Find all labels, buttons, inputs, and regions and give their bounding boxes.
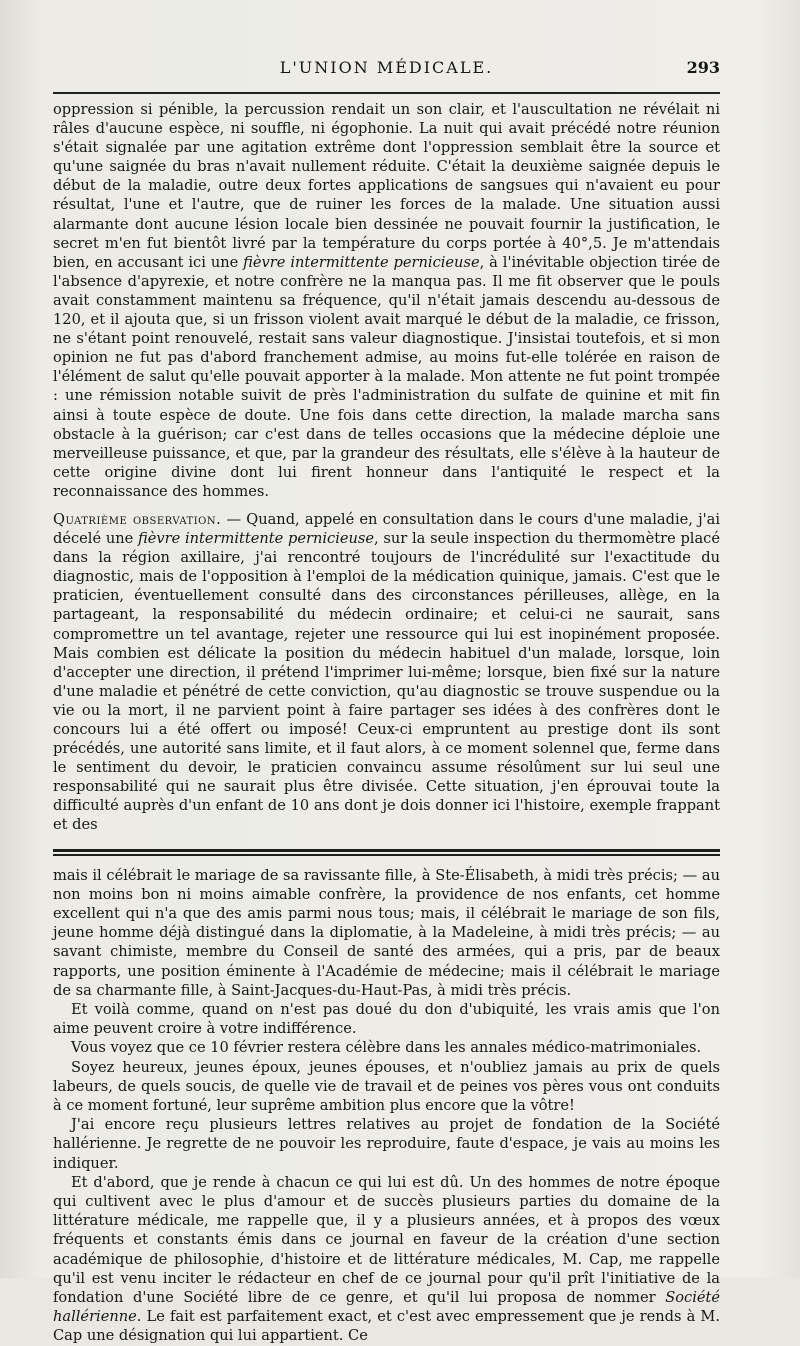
feuilleton-paragraph: Et voilà comme, quand on n'est pas doué du don d'ubiquité, les vrais amis que l'on aime peuvent croire à votre indifférence. xyxy=(53,1000,720,1038)
paragraph-text: Et d'abord, que je rende à chacun ce qui lui est dû. Un des hommes de notre époque qui cultivent avec le plus d'amour et de succès plusieurs parties du domaine de la littérature médicale, me rappelle que, il y a plusieurs années, et à propos des vœux fréquents et constants émis dans ce journal en faveur de la création d'une section académique de philosophie, d'histoire et de littérature médicales, M. Cap, me rappelle qu'il est venu inciter le rédacteur en chef de ce journal pour qu'il prît l'initiative de la fondation d'une Société libre de ce genre, et qu'il lui proposa de nommer xyxy=(53,1173,720,1307)
paragraph-text: oppression si pénible, la percussion rendait un son clair, et l'auscultation ne révélait ni râles d'aucune espèce, ni souffle, ni égophonie. La nuit qui avait précédé notre réunion s'était signalée par une agitation extrême dont l'oppression semblait être la source et qu'une saignée du bras n'avait nullement réduite. C'était la deuxième saignée depuis le début de la maladie, outre deux fortes applications de sangsues qui n'avaient eu pour résultat, l'une et l'autre, que de ruiner les forces de la malade. Une situation aussi alarmante dont aucune lésion locale bien dessinée ne pouvait fournir la justification, le secret m'en fut bientôt livré par la température du corps portée à 40°,5. Je m'attendais bien, en accusant ici une xyxy=(53,101,720,271)
paragraph-text: , sur la seule inspection du thermomètre placé dans la région axillaire, j'ai rencontré toujours de l'incrédulité sur l'exactitude du diagnostic, mais de l'opposition à l'emploi de la médication quinique, jamais. C'est que le praticien, éventuellement consulté dans des circonstances périlleuses, allège, en la partageant, la responsabilité du médecin ordinaire; et celui-ci ne saurait, sans compromettre un tel avantage, rejeter une ressource qui lui est inopinément proposée. Mais combien est délicate la position du médecin habituel d'un malade, lorsque, loin d'accepter une direction, il prétend l'imprimer lui-même; lorsque, bien fixé sur la nature d'une maladie et pénétré de cette conviction, qu'au diagnostic se trouve suspendue ou la vie ou la mort, il ne parvient point à faire partager ses idées à des confrères dont le concours lui a été offert ou imposé! Ceux-ci empruntent au prestige dont ils sont précédés, une autorité sans limite, et il faut alors, à ce moment solennel que, ferme dans le sentiment du devoir, le praticien convaincu assume résolûment sur lui seul une responsabilité qui ne saurait plus être divisée. Cette situation, j'en éprouvai toute la difficulté auprès d'un enfant de 10 ans dont je dois donner ici l'histoire, exemple frappant et des xyxy=(53,530,720,834)
article-paragraph xyxy=(53,100,720,501)
header-rule xyxy=(53,92,720,94)
feuilleton-paragraph xyxy=(53,1173,720,1346)
observation-heading: Quatrième observation. xyxy=(53,510,222,528)
feuilleton-paragraph: Soyez heureux, jeunes époux, jeunes épouses, et n'oubliez jamais au prix de quels labeurs, de quels soucis, de quelle vie de travail et de peines vos pères vous ont conduits à ce moment fortuné, leur suprême ambition plus encore que la vôtre! xyxy=(53,1058,720,1114)
paragraph-text: . Le fait est parfaitement exact, et c'est avec empressement que je rends à M. Cap une désignation qui lui appartient. Ce xyxy=(53,1308,720,1345)
feuilleton-paragraph: Vous voyez que ce 10 février restera célèbre dans les annales médico-matrimoniales. xyxy=(71,1039,702,1057)
italic-term: fièvre intermittente pernicieuse xyxy=(243,253,480,271)
feuilleton-paragraph: mais il célébrait le mariage de sa ravissante fille, à Ste-Élisabeth, à midi très précis; — au non moins bon ni moins aimable confrère, la providence de nos enfants, cet homme excellent qui n'a que des amis parmi nous tous; mais, il célébrait le mariage de son fils, jeune homme déjà distingué dans la diplomatie, à la Madeleine, à midi très précis; — au savant chimiste, membre du Conseil de santé des armées, qui a pris, par de beaux rapports, une position éminente à l'Académie de médecine; mais il célébrait le mariage de sa charmante fille, à Saint-Jacques-du-Haut-Pas, à midi très précis. xyxy=(53,866,720,999)
feuilleton-paragraph: J'ai encore reçu plusieurs lettres relatives au projet de fondation de la Société hallérienne. Je regrette de ne pouvoir les reproduire, faute d'espace, je vais au moins les indiquer. xyxy=(53,1116,720,1172)
paragraph-text: , à l'inévitable objection tirée de l'absence d'apyrexie, et notre confrère ne la manqua pas. Il me fit observer que le pouls avait constamment maintenu sa fréquence, qu'il n'était jamais descendu au-dessous de 120, et il ajouta que, si un frisson violent avait marqué le début de la maladie, ce frisson, ne s'étant point renouvelé, restait sans valeur diagnostique. J'insistai toutefois, et si mon opinion ne fut pas d'abord franchement admise, au moins fut-elle tolérée en raison de l'élément de salut qu'elle pouvait apporter à la malade. Mon attente ne fut point trompée : une rémission notable suivit de près l'administration du sulfate de quinine et mit fin ainsi à toute espèce de doute. Une fois dans cette direction, la malade marcha sans obstacle à la guérison; car c'est dans de telles occasions que la médecine déploie une merveilleuse puissance, et que, par la grandeur des résultats, elle s'élève à la hauteur de cette origine divine dont lui firent honneur dans l'antiquité le respect et la reconnaissance des hommes. xyxy=(53,253,720,500)
section-divider xyxy=(53,849,720,856)
observation-paragraph xyxy=(53,510,720,835)
italic-term: Société hallérienne xyxy=(53,1289,720,1326)
paragraph-text: — Quand, appelé en consultation dans le cours d'une maladie, j'ai décelé une xyxy=(53,510,720,548)
page-header xyxy=(53,58,720,82)
running-title: L'UNION MÉDICALE. xyxy=(279,58,494,77)
feuilleton xyxy=(53,866,720,1346)
italic-term: fièvre intermittente pernicieuse xyxy=(138,530,375,548)
main-article xyxy=(53,100,720,835)
page-number: 293 xyxy=(686,58,720,77)
